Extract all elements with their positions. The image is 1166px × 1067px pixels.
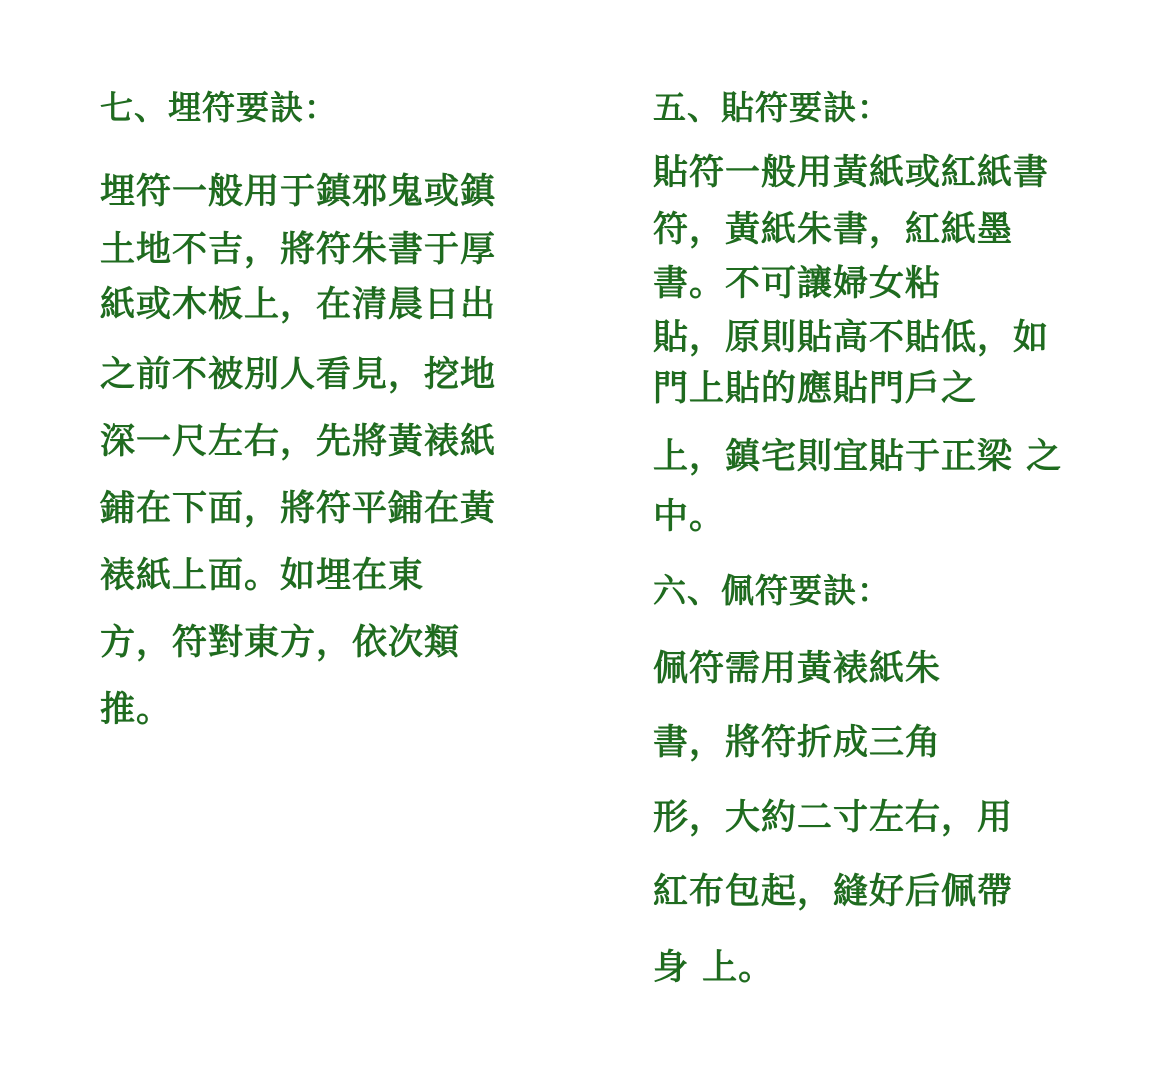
text-line: 身 上。 [653, 947, 775, 988]
text-line: 裱紙上面。如埋在東 [100, 555, 425, 596]
text-line: 鋪在下面，將符平鋪在黃 [100, 488, 497, 529]
text-line: 方，符對東方，依次類 [100, 622, 461, 663]
text-line: 形，大約二寸左右，用 [653, 797, 1014, 838]
text-line: 上，鎮宅則宜貼于正梁 之 [653, 436, 1063, 477]
text-line: 中。 [653, 496, 726, 537]
text-line: 推。 [100, 689, 173, 730]
text-line: 貼符一般用黃紙或紅紙書 [653, 152, 1050, 193]
text-line: 書，將符折成三角 [653, 722, 942, 763]
text-line: 符，黃紙朱書，紅紙墨 [653, 209, 1014, 250]
text-line: 深一尺左右，先將黃裱紙 [100, 421, 497, 462]
text-line: 紅布包起，縫好后佩帶 [653, 871, 1014, 912]
text-line: 紙或木板上，在清晨日出 [100, 284, 497, 325]
section-6-heading: 六、佩符要訣： [653, 571, 891, 610]
section-7-heading: 七、埋符要訣： [100, 88, 338, 127]
text-line: 佩符需用黃裱紙朱 [653, 648, 942, 689]
text-line: 貼，原則貼高不貼低，如 [653, 317, 1050, 358]
text-line: 之前不被別人看見，挖地 [100, 354, 497, 395]
text-line: 門上貼的應貼門戶之 [653, 368, 978, 409]
text-line: 書。不可讓婦女粘 [653, 263, 942, 304]
section-5-heading: 五、貼符要訣： [653, 88, 891, 127]
text-line: 埋符一般用于鎮邪鬼或鎮 [100, 171, 497, 212]
text-line: 土地不吉，將符朱書于厚 [100, 229, 497, 270]
